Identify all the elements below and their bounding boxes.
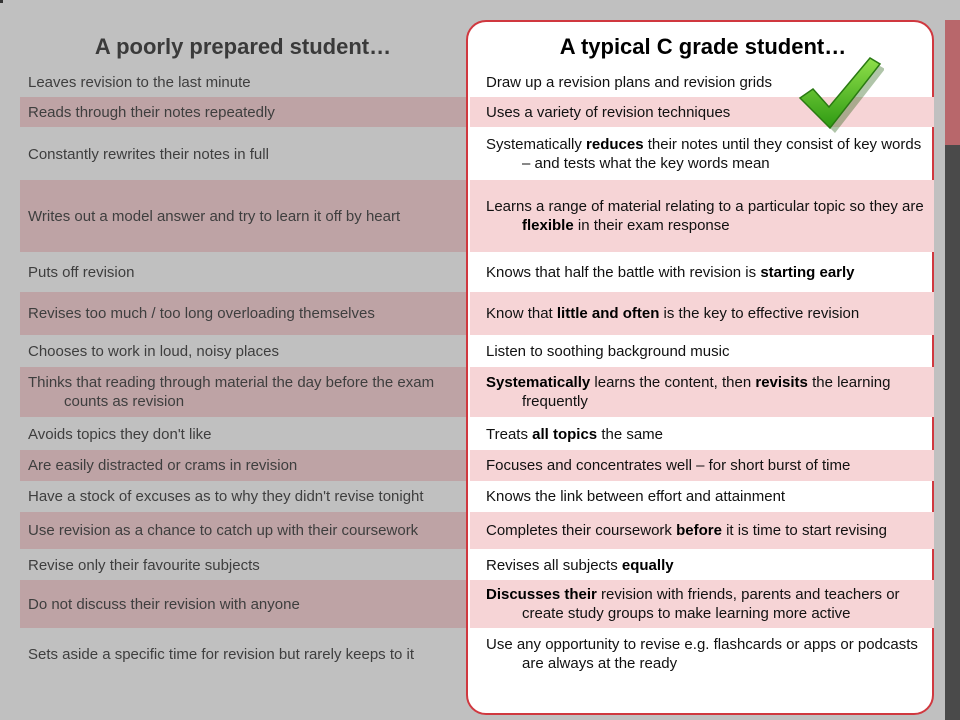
left-row-text: Reads through their notes repeatedly [28, 103, 275, 121]
text-segment: Systematically [486, 136, 587, 153]
left-row [20, 292, 466, 335]
left-row-text: Are easily distracted or crams in revision [28, 457, 298, 474]
right-row [470, 580, 934, 628]
right-row-text [486, 521, 887, 540]
right-row-text [486, 304, 859, 323]
side-accent-bar-bottom [945, 145, 960, 720]
bold-phrase: all topics [532, 425, 598, 443]
right-row [470, 335, 934, 367]
left-row-text: Sets aside a specific time for revision but rarely keeps to it [28, 645, 415, 663]
left-row-text: Revises too much / too long overloading themselves [28, 305, 375, 322]
right-row [470, 628, 934, 680]
bold-phrase: flexible [522, 217, 574, 234]
left-row [20, 628, 466, 680]
side-accent-bar-top [945, 20, 960, 145]
right-row [470, 180, 934, 252]
right-column-heading: A typical C grade student… [559, 34, 847, 59]
left-row-text: Avoids topics they don't like [28, 425, 212, 443]
bold-phrase: equally [621, 556, 674, 574]
left-row-text: Puts off revision [28, 263, 135, 281]
left-row-text: Revise only their favourite subjects [28, 556, 260, 574]
bold-phrase: revisits [755, 374, 808, 391]
left-row [20, 481, 466, 512]
left-column-heading: A poorly prepared student… [94, 34, 392, 59]
text-segment: their notes until they consist of key words – and tests what the key words mean [522, 136, 922, 172]
left-row-text: Leaves revision to the last minute [28, 73, 251, 91]
right-row-text [486, 73, 772, 92]
right-row [470, 512, 934, 549]
text-segment: the same [597, 425, 664, 443]
left-row [20, 549, 466, 581]
left-row [20, 512, 466, 549]
right-row-text [486, 487, 785, 506]
left-row-text: Use revision as a chance to catch up with their coursework [28, 522, 419, 539]
right-row-text [486, 263, 855, 282]
bold-phrase: little and often [556, 305, 660, 322]
left-row-text: Do not discuss their revision with anyone [28, 595, 300, 613]
text-segment: Knows the link between effort and attainment [486, 488, 786, 505]
bold-phrase: Systematically [486, 374, 591, 391]
right-row [470, 252, 934, 292]
right-row-text [486, 135, 926, 173]
text-segment: it is time to start revising [721, 522, 887, 539]
text-segment: revision with friends, parents and teachers or create study groups to make learning more active [522, 586, 900, 622]
text-segment: Listen to soothing background music [486, 342, 730, 360]
left-row [20, 367, 466, 417]
text-segment: Draw up a revision plans and revision grids [486, 73, 772, 91]
bold-phrase: Discusses their [486, 586, 597, 603]
right-row [470, 292, 934, 335]
left-row-text: Constantly rewrites their notes in full [28, 145, 269, 163]
right-row-text [486, 197, 926, 235]
left-row-text: Have a stock of excuses as to why they didn't revise tonight [28, 488, 424, 505]
right-row [470, 481, 934, 512]
text-segment: Know that [486, 305, 557, 322]
right-row-text [486, 456, 850, 475]
text-segment: Learns a range of material relating to a particular topic so they are [486, 198, 924, 215]
left-row-text: Thinks that reading through material the day before the exam counts as revision [28, 374, 435, 410]
text-segment: is the key to effective revision [659, 305, 860, 322]
left-row [20, 418, 466, 450]
right-row-text [486, 425, 663, 444]
checkmark-icon [796, 56, 884, 134]
right-row [470, 418, 934, 450]
text-segment: Uses a variety of revision techniques [486, 103, 731, 121]
text-segment: Use any opportunity to revise e.g. flashcards or apps or podcasts are always at the ready [486, 636, 918, 672]
left-row-text: Writes out a model answer and try to learn it off by heart [28, 207, 401, 225]
text-segment: Treats [486, 425, 533, 443]
text-segment: Revises all subjects [486, 556, 622, 574]
text-segment: Knows that half the battle with revision is [486, 263, 761, 281]
right-row [470, 128, 934, 180]
right-row-text [486, 585, 926, 623]
left-row [20, 97, 466, 127]
left-row [20, 450, 466, 481]
text-segment: Focuses and concentrates well – for short burst of time [486, 457, 851, 474]
left-row [20, 335, 466, 367]
bold-phrase: reduces [586, 136, 644, 153]
left-row [20, 180, 466, 252]
left-row [20, 128, 466, 180]
text-segment: Completes their coursework [486, 522, 677, 539]
text-segment: in their exam response [573, 217, 730, 234]
left-row [20, 252, 466, 292]
text-segment: learns the content, then [590, 374, 756, 391]
right-row-text [486, 635, 926, 673]
right-row [470, 549, 934, 581]
right-row [470, 367, 934, 417]
right-row-text [486, 556, 674, 575]
left-row [20, 580, 466, 628]
text-segment: the learning frequently [522, 374, 891, 410]
left-row-text: Chooses to work in loud, noisy places [28, 342, 279, 360]
bold-phrase: before [676, 522, 722, 539]
bold-phrase: starting early [760, 263, 855, 281]
right-row-text [486, 342, 729, 361]
right-row [470, 450, 934, 481]
corner-mark [0, 0, 3, 3]
right-row-text [486, 373, 926, 411]
right-row-text [486, 103, 730, 122]
left-row [20, 67, 466, 97]
